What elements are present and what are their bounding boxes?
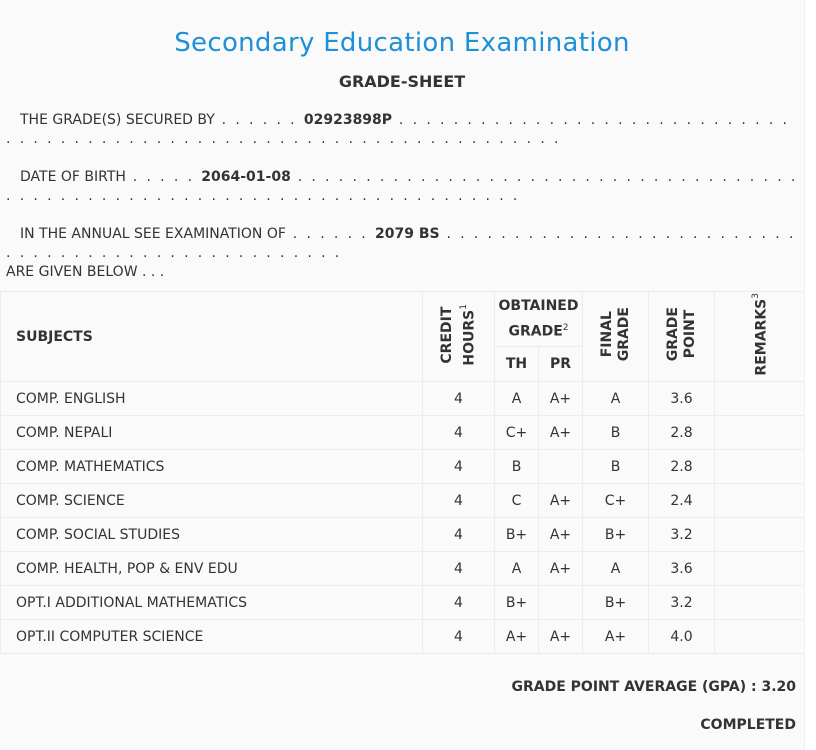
subject-cell: COMP. NEPALI	[1, 416, 423, 450]
pr-grade-cell: A+	[539, 620, 583, 654]
th-grade-cell: C	[495, 484, 539, 518]
final-grade-cell: A	[583, 552, 649, 586]
dob-line: DATE OF BIRTH . . . . . 2064-01-08 . . . . . . . . . . . . . . . . . . . . . . . . . . . . . . . . . . . . . . . . . . . . . . . . . . . . . . . . . . . . . . . . . . . . . . . . . . .	[6, 169, 798, 204]
remarks-cell	[715, 382, 805, 416]
grade-point-cell: 2.4	[649, 484, 715, 518]
final-grade-header: FINAL GRADE	[583, 292, 649, 382]
table-row	[1, 450, 805, 484]
dob-value: 2064-01-08	[201, 169, 291, 185]
given-below: ARE GIVEN BELOW . . .	[6, 264, 165, 280]
exam-line: IN THE ANNUAL SEE EXAMINATION OF . . . . . . 2079 BS . . . . . . . . . . . . . . . . . . . . . . . . . . . . . . . . . . . . . . . . . . . . . . . . . . . ARE GIVEN BELOW . . .	[6, 226, 796, 280]
pr-grade-cell: A+	[539, 416, 583, 450]
credit-cell: 4	[423, 416, 495, 450]
table-row	[1, 620, 805, 654]
subject-cell: COMP. HEALTH, POP & ENV EDU	[1, 552, 423, 586]
final-grade-cell: A+	[583, 620, 649, 654]
grade-point-cell: 3.6	[649, 552, 715, 586]
th-grade-cell: B	[495, 450, 539, 484]
credit-cell: 4	[423, 450, 495, 484]
pr-grade-cell: A+	[539, 518, 583, 552]
subject-cell: COMP. MATHEMATICS	[1, 450, 423, 484]
grade-point-cell: 2.8	[649, 416, 715, 450]
credit-hours-header: CREDIT HOURS$^1$	[423, 292, 495, 382]
subjects-header: SUBJECTS	[1, 292, 423, 382]
th-grade-cell: A	[495, 552, 539, 586]
symbol-number: 02923898P	[303, 112, 393, 128]
page-edge	[804, 0, 816, 750]
final-grade-cell: C+	[583, 484, 649, 518]
gpa-summary: GRADE POINT AVERAGE (GPA) : 3.20	[511, 679, 796, 695]
pr-grade-cell: A+	[539, 382, 583, 416]
final-grade-cell: B	[583, 416, 649, 450]
credit-cell: 4	[423, 620, 495, 654]
subject-cell: COMP. SCIENCE	[1, 484, 423, 518]
credit-cell: 4	[423, 382, 495, 416]
pr-grade-cell: A+	[539, 552, 583, 586]
secured-by-label: THE GRADE(S) SECURED BY	[20, 112, 215, 128]
remarks-cell	[715, 484, 805, 518]
secured-by-line: THE GRADE(S) SECURED BY . . . . . . 02923898P . . . . . . . . . . . . . . . . . . . . . . . . . . . . . . . . . . . . . . . . . . . . . . . . . . . . . . . . . . . . . . . . . . . . . .	[6, 112, 790, 147]
table-row	[1, 484, 805, 518]
remarks-cell	[715, 586, 805, 620]
final-grade-cell: B+	[583, 518, 649, 552]
remarks-cell	[715, 518, 805, 552]
th-grade-cell: B+	[495, 586, 539, 620]
credit-cell: 4	[423, 586, 495, 620]
grades-table	[0, 291, 805, 654]
table-row	[1, 518, 805, 552]
remarks-cell	[715, 416, 805, 450]
grade-point-cell: 3.2	[649, 586, 715, 620]
exam-value: 2079 BS	[375, 226, 440, 242]
exam-label: IN THE ANNUAL SEE EXAMINATION OF	[20, 226, 286, 242]
table-row	[1, 552, 805, 586]
pr-grade-cell	[539, 450, 583, 484]
page-title: Secondary Education Examination	[174, 28, 630, 58]
remarks-cell	[715, 552, 805, 586]
grade-point-cell: 3.2	[649, 518, 715, 552]
pr-grade-cell	[539, 586, 583, 620]
subject-cell: OPT.II COMPUTER SCIENCE	[1, 620, 423, 654]
credit-cell: 4	[423, 552, 495, 586]
final-grade-cell: A	[583, 382, 649, 416]
th-grade-cell: A	[495, 382, 539, 416]
pr-grade-cell: A+	[539, 484, 583, 518]
pr-header: PR	[539, 347, 583, 382]
subject-cell: COMP. ENGLISH	[1, 382, 423, 416]
grade-point-cell: 2.8	[649, 450, 715, 484]
credit-cell: 4	[423, 484, 495, 518]
remarks-cell	[715, 620, 805, 654]
th-header: TH	[495, 347, 539, 382]
dob-label: DATE OF BIRTH	[20, 169, 126, 185]
th-grade-cell: A+	[495, 620, 539, 654]
grade-point-header: GRADE POINT	[649, 292, 715, 382]
th-grade-cell: C+	[495, 416, 539, 450]
table-row	[1, 416, 805, 450]
final-grade-cell: B	[583, 450, 649, 484]
subject-cell: COMP. SOCIAL STUDIES	[1, 518, 423, 552]
obtained-grade-header: OBTAINED GRADE$^2$	[495, 292, 583, 347]
grade-point-cell: 3.6	[649, 382, 715, 416]
grade-point-cell: 4.0	[649, 620, 715, 654]
remarks-cell	[715, 450, 805, 484]
remarks-header: REMARKS$^3$	[715, 292, 805, 382]
credit-cell: 4	[423, 518, 495, 552]
result-status: COMPLETED	[700, 717, 796, 733]
subject-cell: OPT.I ADDITIONAL MATHEMATICS	[1, 586, 423, 620]
table-row	[1, 586, 805, 620]
table-row	[1, 382, 805, 416]
page-subtitle: GRADE-SHEET	[338, 72, 466, 91]
th-grade-cell: B+	[495, 518, 539, 552]
final-grade-cell: B+	[583, 586, 649, 620]
